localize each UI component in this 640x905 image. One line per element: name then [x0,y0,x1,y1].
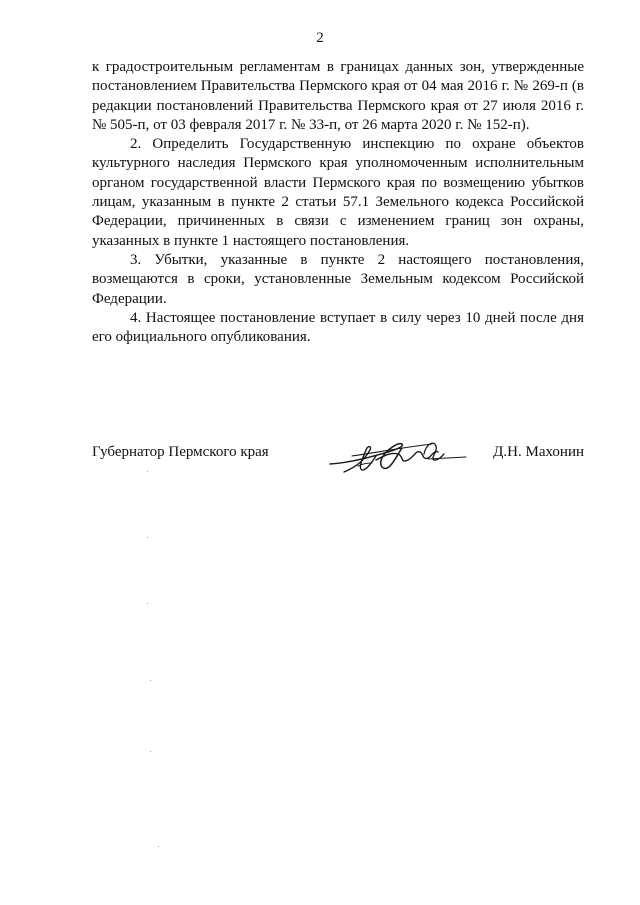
scan-speck [150,680,151,681]
signer-position: Губернатор Пермского края [92,444,269,460]
paragraph-item-3: 3. Убытки, указанные в пункте 2 настоящего постановления, возмещаются в сроки, установленные Земельным кодексом Российской Федерации. [92,251,584,307]
document-body [92,58,584,347]
scan-speck [158,846,159,847]
page-number: 2 [316,30,324,46]
signature-block [92,436,584,476]
scan-speck [147,537,148,538]
paragraph-continuation: к градостроительным регламентам в границах данных зон, утвержденные постановлением Правительства Пермского края от 04 мая 2016 г. № 269-п (в редакции постановлений Правительства Пермского края от 27 июля 2016 г. № 505-п, от 03 февраля 2017 г. № 33-п, от 26 марта 2020 г. № 152-п). [92,59,584,133]
scan-speck [147,471,148,472]
scan-speck [150,751,151,752]
scan-speck [147,603,148,604]
signer-name: Д.Н. Махонин [493,444,584,460]
handwritten-signature [328,436,468,476]
paragraph-item-2: 2. Определить Государственную инспекцию по охране объектов культурного наследия Пермского края уполномоченным исполнительным органом государственной власти Пермского края по возмещению убытков лицам, указанным в пункте 2 статьи 57.1 Земельного кодекса Российской Федерации, причиненных в связи с изменением границ зон охраны, указанных в пункте 1 настоящего постановления. [92,136,584,249]
paragraph-item-4: 4. Настоящее постановление вступает в силу через 10 дней после дня его официального опубликования. [92,309,584,346]
